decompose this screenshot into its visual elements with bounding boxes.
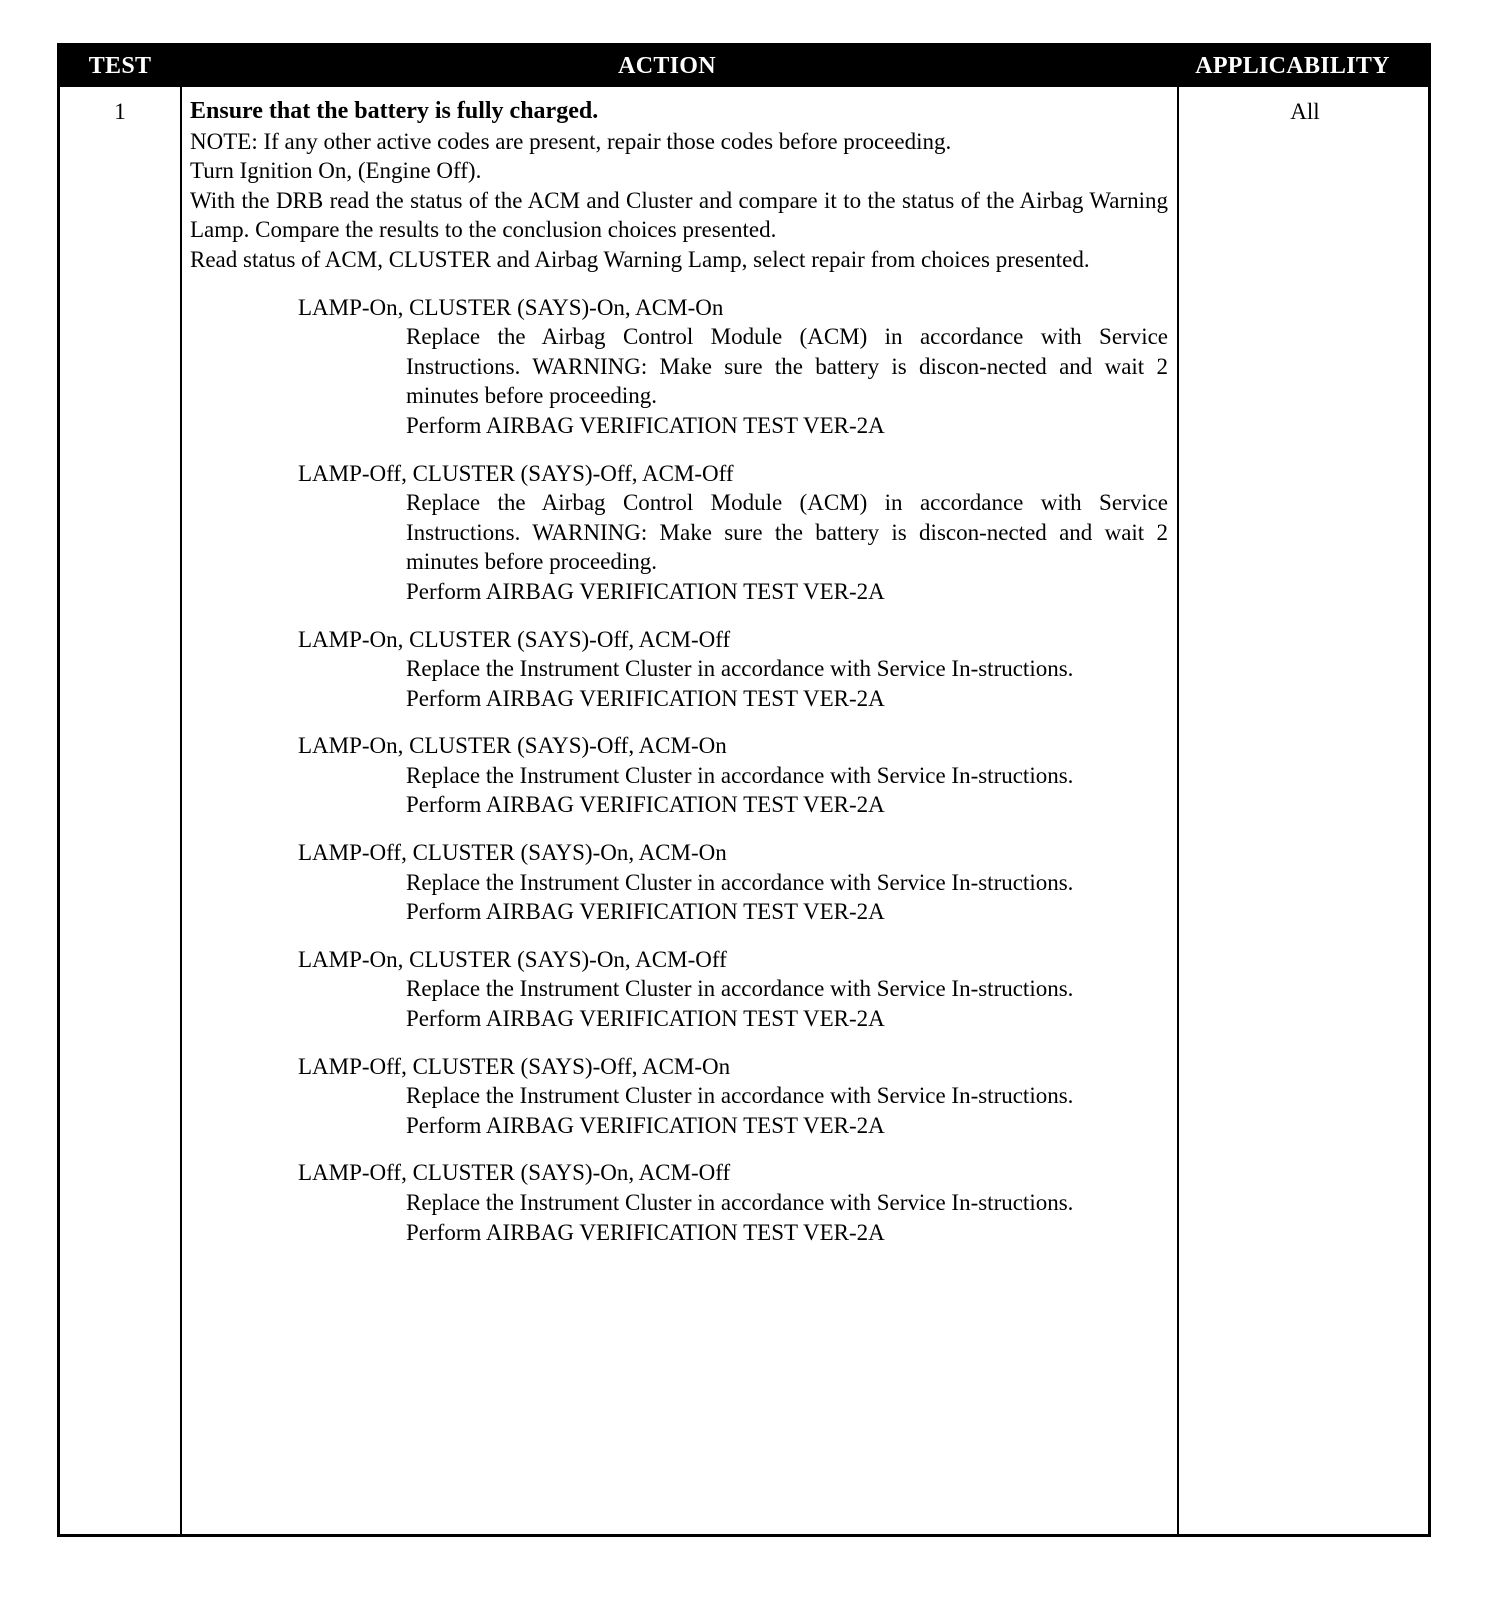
choice-detail — [406, 1081, 1168, 1140]
action-lead: Ensure that the battery is fully charged. — [190, 98, 599, 124]
column-divider — [180, 87, 182, 1534]
action-intro — [190, 97, 1168, 275]
choice-action: Replace the Instrument Cluster in accordance with Service In-structions. — [406, 1190, 1074, 1215]
choice-action: Replace the Instrument Cluster in accordance with Service In-structions. — [406, 976, 1074, 1002]
choice-perform: Perform AIRBAG VERIFICATION TEST VER-2A — [406, 792, 885, 818]
choice-action: Replace the Airbag Control Module (ACM) in accordance with Service Instructions. WARNING: Make sure the battery is discon-nected and wait 2 minutes before proceeding. — [406, 490, 1168, 575]
conclusion-choice — [298, 838, 1168, 927]
choice-action: Replace the Instrument Cluster in accordance with Service In-structions. — [406, 656, 1074, 682]
choice-perform: Perform AIRBAG VERIFICATION TEST VER-2A — [406, 1006, 885, 1032]
choice-action: Replace the Instrument Cluster in accordance with Service In-structions. — [406, 762, 1074, 788]
choice-condition: LAMP-Off, CLUSTER (SAYS)-Off, ACM-On — [298, 1053, 731, 1079]
test-number: 1 — [114, 99, 126, 124]
choice-detail — [406, 868, 1168, 927]
choice-detail — [406, 974, 1168, 1033]
choice-action: Replace the Instrument Cluster in accordance with Service In-structions. — [406, 1083, 1074, 1109]
applicability-value: All — [1290, 99, 1320, 124]
choice-condition: LAMP-On, CLUSTER (SAYS)-On, ACM-On — [298, 294, 724, 320]
conclusion-choice — [298, 731, 1168, 820]
choice-perform: Perform AIRBAG VERIFICATION TEST VER-2A — [406, 1112, 885, 1138]
choice-perform: Perform AIRBAG VERIFICATION TEST VER-2A — [406, 899, 885, 925]
choice-condition: LAMP-Off, CLUSTER (SAYS)-On, ACM-Off — [298, 1160, 731, 1186]
choice-detail — [406, 761, 1168, 820]
choice-condition: LAMP-On, CLUSTER (SAYS)-On, ACM-Off — [298, 946, 727, 972]
choice-condition: LAMP-Off, CLUSTER (SAYS)-On, ACM-On — [298, 840, 727, 866]
choice-perform: Perform AIRBAG VERIFICATION TEST VER-2A — [406, 685, 885, 711]
conclusion-choice — [298, 293, 1168, 441]
header-action: ACTION — [618, 53, 716, 79]
action-step: With the DRB read the status of the ACM and Cluster and compare it to the status of the Airbag Warning Lamp. Compare the results to the conclusion choices presented. — [190, 187, 1168, 243]
choice-action: Replace the Instrument Cluster in accordance with Service In-structions. — [406, 869, 1074, 895]
action-step: Read status of ACM, CLUSTER and Airbag Warning Lamp, select repair from choices presented. — [190, 246, 1090, 272]
header-test: TEST — [88, 53, 152, 79]
choice-condition: LAMP-On, CLUSTER (SAYS)-Off, ACM-Off — [298, 626, 731, 652]
conclusion-choice — [298, 1052, 1168, 1141]
table-row — [60, 87, 1428, 1534]
header-applicability: APPLICABILITY — [1195, 53, 1390, 79]
choice-action: Replace the Airbag Control Module (ACM) in accordance with Service Instructions. WARNING: Make sure the battery is discon-nected and wait 2 minutes before proceeding. — [406, 324, 1168, 409]
choice-perform: Perform AIRBAG VERIFICATION TEST VER-2A — [406, 412, 885, 438]
conclusion-choice — [298, 1158, 1168, 1247]
choice-condition: LAMP-On, CLUSTER (SAYS)-Off, ACM-On — [298, 733, 727, 759]
choice-detail — [406, 1188, 1168, 1247]
action-note: NOTE: If any other active codes are present, repair those codes before proceeding. — [190, 128, 952, 154]
choice-detail — [406, 488, 1168, 606]
action-step: Turn Ignition On, (Engine Off). — [190, 158, 482, 184]
table-header — [60, 46, 1428, 87]
conclusion-choice — [298, 945, 1168, 1034]
conclusion-choice — [298, 459, 1168, 607]
column-divider — [1177, 87, 1179, 1534]
choice-perform: Perform AIRBAG VERIFICATION TEST VER-2A — [406, 1219, 885, 1245]
action-cell — [190, 97, 1168, 1265]
choice-perform: Perform AIRBAG VERIFICATION TEST VER-2A — [406, 578, 885, 604]
conclusion-choice — [298, 625, 1168, 714]
choice-condition: LAMP-Off, CLUSTER (SAYS)-Off, ACM-Off — [298, 460, 734, 486]
choice-detail — [406, 654, 1168, 713]
choice-detail — [406, 322, 1168, 440]
diagnostic-test-table — [57, 43, 1431, 1537]
